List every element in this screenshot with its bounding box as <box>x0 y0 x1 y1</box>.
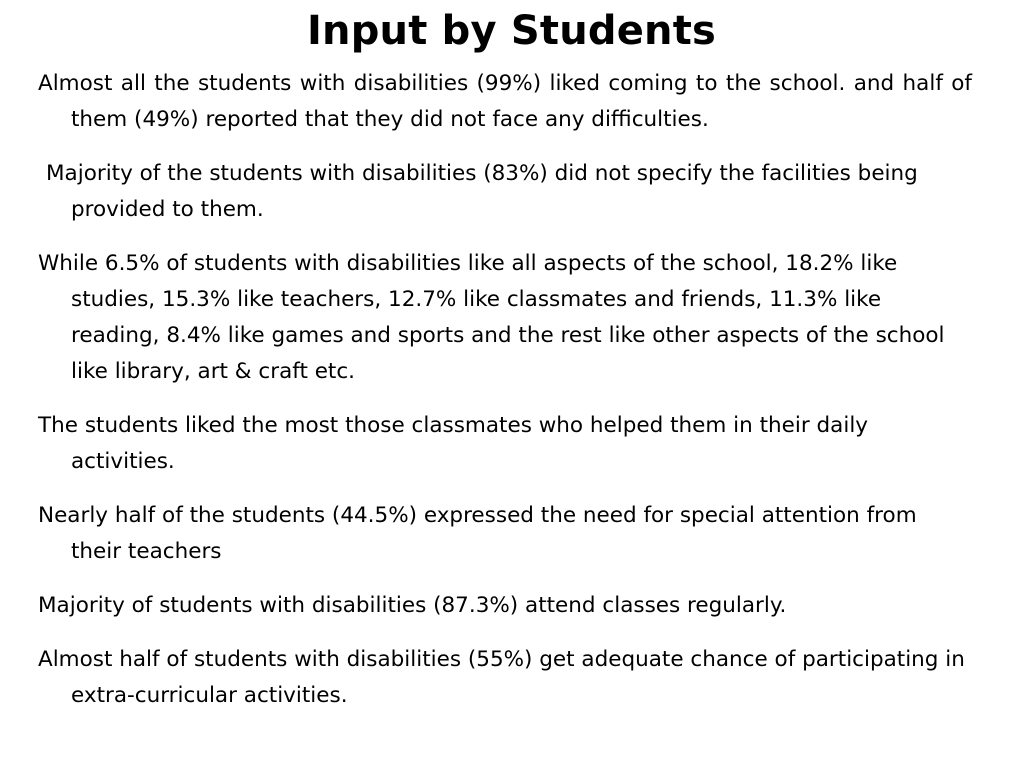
bullet-item-5: Nearly half of the students (44.5%) expressed the need for special attention from their teachers <box>38 503 917 564</box>
bullet-item-4: The students liked the most those classmates who helped them in their daily activities. <box>38 413 869 474</box>
bullet-item-3: While 6.5% of students with disabilities like all aspects of the school, 18.2% like studies, 15.3% like teachers, 12.7% like classmates and friends, 11.3% like reading, 8.4% like games and sports and the rest like other aspects of the school like library, art & craft etc. <box>38 251 945 384</box>
slide-title: Input by Students <box>306 8 717 54</box>
bullet-item-7: Almost half of students with disabilities (55%) get adequate chance of participating in extra-curricular activities. <box>38 647 965 708</box>
bullet-list <box>38 66 972 732</box>
bullet-item-1: Almost all the students with disabilities (99%) liked coming to the school. and half of them (49%) reported that they did not face any difficulties. <box>38 71 972 132</box>
bullet-item-6: Majority of students with disabilities (87.3%) attend classes regularly. <box>38 593 787 618</box>
bullet-item-2: Majority of the students with disabilities (83%) did not specify the facilities being provided to them. <box>46 161 918 222</box>
